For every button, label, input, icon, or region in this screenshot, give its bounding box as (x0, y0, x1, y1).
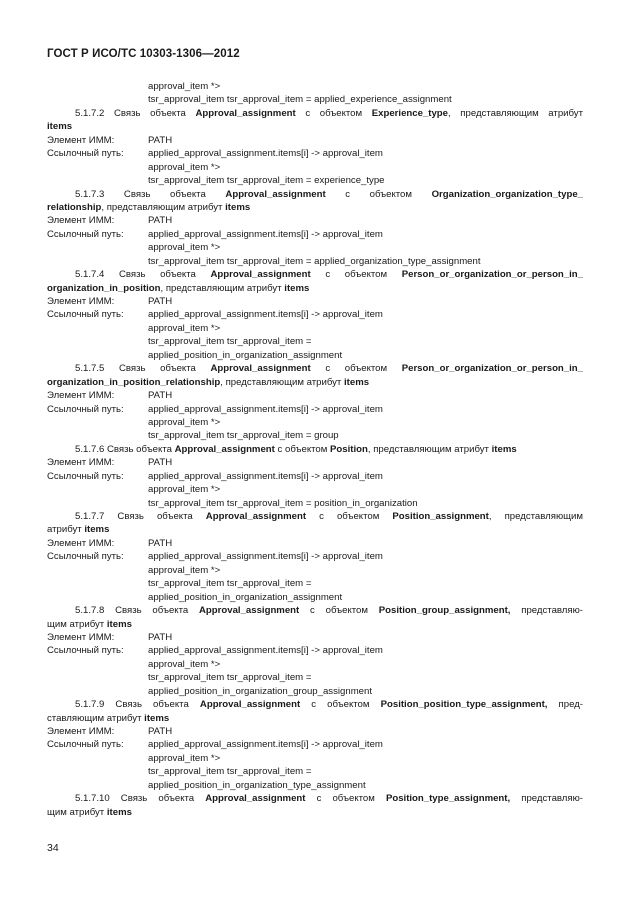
mim-element-value: PATH (148, 134, 173, 146)
mim-element-label: Элемент ИММ: (47, 390, 115, 402)
entity-name: Organization_organization_type_ (431, 188, 583, 200)
entity-name: Position_assignment (392, 511, 489, 522)
entity-name: items (106, 618, 132, 630)
mim-element-row (47, 389, 583, 402)
heading-text: щим атрибут (47, 806, 107, 818)
section-heading (47, 268, 583, 295)
page-number: 34 (47, 842, 59, 854)
heading-text: представляю- (510, 793, 583, 805)
reference-path-value: applied_approval_assignment.items[i] -> approval_item (148, 309, 383, 321)
reference-path-label: Ссылочный путь: (47, 403, 124, 415)
reference-path-line: tsr_approval_item tsr_approval_item = group (148, 430, 339, 442)
reference-path-value: applied_approval_assignment.items[i] -> approval_item (148, 739, 383, 751)
entity-name: items (225, 201, 251, 213)
heading-text: представляю- (510, 605, 583, 617)
entity-name: items (344, 376, 370, 388)
reference-path-line: tsr_approval_item tsr_approval_item = (148, 766, 312, 778)
reference-path-line: tsr_approval_item tsr_approval_item = applied_organization_type_assignment (148, 255, 481, 267)
heading-text: , представляющим атрибут (448, 107, 583, 119)
mim-element-label: Элемент ИММ: (47, 296, 115, 307)
entity-name: Approval_assignment (225, 188, 326, 200)
heading-text: щим атрибут (47, 618, 107, 630)
heading-text: 5.1.7.9 Связь объекта (75, 699, 200, 711)
entity-name: relationship (47, 201, 102, 213)
reference-path-label: Ссылочный путь: (47, 645, 124, 657)
heading-line (47, 792, 583, 805)
mim-element-label: Элемент ИММ: (47, 134, 115, 146)
heading-text: , представляющим атрибут (101, 201, 226, 213)
mim-element-label: Элемент ИММ: (47, 537, 115, 549)
reference-path-line: approval_item *> (148, 242, 221, 254)
entity-name: Approval_assignment (205, 793, 306, 805)
entity-name: items (106, 806, 132, 818)
mim-element-value: PATH (148, 726, 173, 737)
section-heading (47, 698, 583, 725)
reference-path-row (47, 550, 583, 563)
heading-text: , представляющим (488, 511, 583, 522)
mim-element-row (47, 537, 583, 550)
reference-path-row (47, 738, 583, 751)
heading-text: с объектом (310, 363, 402, 375)
reference-path-line: tsr_approval_item tsr_approval_item = position_in_organization (148, 497, 418, 509)
mim-element-row (47, 456, 583, 469)
mim-element-label: Элемент ИММ: (47, 631, 115, 643)
document-body (47, 80, 583, 819)
mim-element-label: Элемент ИММ: (47, 457, 115, 469)
section-heading (47, 443, 583, 456)
heading-text: с объектом (299, 605, 379, 617)
entity-name: Approval_assignment (199, 699, 301, 711)
heading-line (47, 698, 583, 711)
entity-name: organization_in_position (47, 282, 161, 294)
heading-text: 5.1.7.2 Связь объекта (75, 107, 196, 119)
reference-path-line: tsr_approval_item tsr_approval_item = applied_experience_assignment (148, 94, 452, 106)
heading-line (47, 282, 583, 295)
heading-text: с объектом (295, 107, 372, 119)
entity-name: Position_position_type_assignment, (380, 699, 548, 711)
entity-name: Approval_assignment (210, 363, 311, 375)
mim-element-row (47, 725, 583, 738)
entity-name: items (284, 282, 310, 294)
reference-path-line: tsr_approval_item tsr_approval_item = experience_type (148, 175, 385, 187)
heading-text: атрибут (47, 524, 85, 536)
section-heading (47, 510, 583, 537)
reference-path-line: approval_item *> (148, 416, 221, 428)
entity-name: items (491, 443, 517, 455)
heading-text: , представляющим атрибут (220, 376, 344, 388)
heading-line (47, 201, 583, 214)
reference-path-line: tsr_approval_item tsr_approval_item = (148, 578, 312, 590)
heading-line (47, 107, 583, 120)
heading-text: 5.1.7.10 Связь объекта (75, 793, 206, 805)
entity-name: items (47, 121, 73, 133)
heading-line (47, 604, 583, 617)
mim-element-label: Элемент ИММ: (47, 215, 115, 227)
heading-text: 5.1.7.3 Связь объекта (75, 188, 226, 200)
heading-line (47, 188, 583, 201)
heading-line (47, 712, 583, 725)
mim-element-row (47, 214, 583, 227)
reference-path-line: applied_position_in_organization_group_assignment (148, 685, 373, 697)
reference-path-label: Ссылочный путь: (47, 309, 124, 321)
reference-path-line: approval_item *> (148, 81, 221, 92)
reference-path-row (47, 228, 583, 241)
entity-name: Position (330, 443, 368, 455)
reference-path-line: approval_item *> (148, 658, 221, 670)
entity-name: items (144, 712, 170, 724)
section-heading (47, 188, 583, 215)
entity-name: Approval_assignment (205, 511, 307, 522)
heading-text: с объектом (306, 511, 393, 522)
heading-text: ставляющим атрибут (47, 712, 145, 724)
reference-path-row (47, 470, 583, 483)
heading-line (47, 268, 583, 281)
heading-text: 5.1.7.8 Связь объекта (75, 605, 199, 617)
heading-text: 5.1.7.5 Связь объекта (75, 363, 211, 375)
reference-path-label: Ссылочный путь: (47, 739, 124, 751)
entity-name: Approval_assignment (199, 605, 300, 617)
entity-name: Experience_type (371, 107, 449, 119)
reference-path-row (47, 644, 583, 657)
mim-element-row (47, 631, 583, 644)
heading-text: с объектом (274, 443, 331, 455)
section-heading (47, 107, 583, 134)
reference-path-line: tsr_approval_item tsr_approval_item = (148, 672, 312, 684)
heading-line (47, 618, 583, 631)
entity-name: Approval_assignment (174, 443, 275, 455)
mim-element-row (47, 295, 583, 308)
reference-path-value: applied_approval_assignment.items[i] -> approval_item (148, 645, 383, 657)
reference-path-line: approval_item *> (148, 484, 221, 496)
heading-text: пред- (547, 699, 583, 711)
reference-path-label: Ссылочный путь: (47, 228, 124, 240)
entity-name: Person_or_organization_or_person_in_ (401, 363, 583, 375)
heading-text: , представляющим атрибут (160, 282, 285, 294)
heading-text: с объектом (325, 188, 432, 200)
mim-element-value: PATH (148, 457, 173, 469)
reference-path-label: Ссылочный путь: (47, 551, 124, 563)
section-heading (47, 604, 583, 631)
reference-path-row (47, 308, 583, 321)
reference-path-label: Ссылочный путь: (47, 470, 124, 482)
mim-element-value: PATH (148, 390, 173, 402)
reference-path-line: tsr_approval_item tsr_approval_item = (148, 336, 312, 348)
heading-line (47, 523, 583, 536)
heading-text: , представляющим атрибут (367, 443, 492, 455)
reference-path-value: applied_approval_assignment.items[i] -> approval_item (148, 551, 383, 563)
reference-path-line: applied_position_in_organization_assignment (148, 591, 343, 603)
heading-text: 5.1.7.6 Связь объекта (75, 443, 175, 455)
heading-text: 5.1.7.4 Связь объекта (75, 269, 211, 281)
section-heading (47, 792, 583, 819)
heading-line (47, 806, 583, 819)
reference-path-value: applied_approval_assignment.items[i] -> approval_item (148, 470, 383, 482)
reference-path-line: approval_item *> (148, 161, 221, 173)
entity-name: organization_in_position_relationship (47, 376, 221, 388)
reference-path-value: applied_approval_assignment.items[i] -> approval_item (148, 403, 383, 415)
reference-path-line: approval_item *> (148, 322, 221, 334)
reference-path-row (47, 147, 583, 160)
heading-line (47, 376, 583, 389)
reference-path-value: applied_approval_assignment.items[i] -> approval_item (148, 148, 383, 160)
heading-line (47, 120, 583, 133)
reference-path-line: applied_position_in_organization_type_assignment (148, 779, 366, 791)
reference-path-line: approval_item *> (148, 752, 221, 764)
entity-name: Approval_assignment (210, 269, 311, 281)
reference-path-value: applied_approval_assignment.items[i] -> approval_item (148, 228, 383, 240)
entity-name: Person_or_organization_or_person_in_ (401, 269, 583, 281)
mim-element-value: PATH (148, 296, 173, 307)
entity-name: Approval_assignment (195, 107, 296, 119)
mim-element-label: Элемент ИММ: (47, 726, 115, 737)
reference-path-label: Ссылочный путь: (47, 148, 124, 160)
heading-line (47, 362, 583, 375)
entity-name: Position_type_assignment, (385, 793, 511, 805)
document-header: ГОСТ Р ИСО/ТС 10303-1306—2012 (47, 48, 240, 60)
mim-element-row (47, 134, 583, 147)
reference-path-line: approval_item *> (148, 564, 221, 576)
reference-path-row (47, 403, 583, 416)
heading-line (47, 443, 583, 456)
section-heading (47, 362, 583, 389)
heading-line (47, 510, 583, 523)
mim-element-value: PATH (148, 215, 173, 227)
heading-text: с объектом (300, 699, 381, 711)
heading-text: 5.1.7.7 Связь объекта (75, 511, 206, 522)
mim-element-value: PATH (148, 631, 173, 643)
entity-name: Position_group_assignment, (378, 605, 511, 617)
mim-element-value: PATH (148, 537, 173, 549)
reference-path-line: applied_position_in_organization_assignment (148, 349, 343, 361)
entity-name: items (84, 524, 110, 536)
heading-text: с объектом (305, 793, 386, 805)
heading-text: с объектом (310, 269, 402, 281)
